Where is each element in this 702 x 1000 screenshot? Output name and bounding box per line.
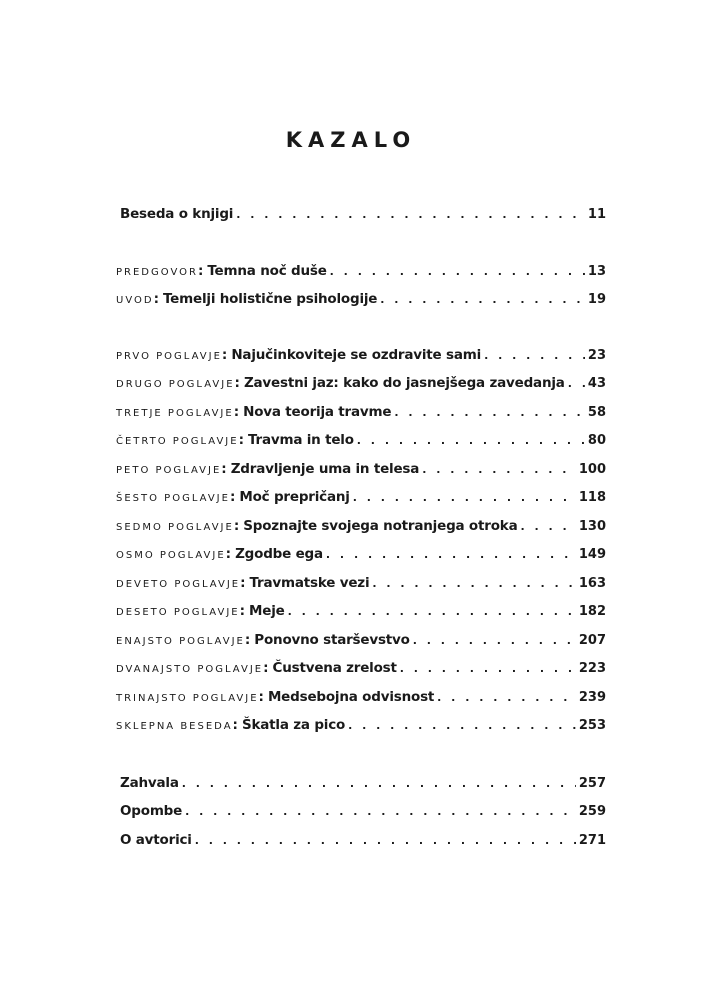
dot-leader [380, 291, 585, 309]
toc-entry-title: Temna noč duše [207, 263, 327, 279]
toc-entry-page: 182 [578, 604, 606, 619]
toc-entry-page: 11 [587, 207, 606, 222]
dot-leader [348, 717, 576, 735]
dot-leader [185, 803, 576, 821]
toc-entry-prefix: PREDGOVOR [116, 267, 198, 278]
dot-leader [568, 375, 585, 393]
toc-entry-separator: : [221, 461, 227, 477]
toc-entry [116, 574, 606, 594]
toc-entry [116, 602, 606, 622]
dot-leader [484, 347, 585, 365]
toc-entry-prefix: DVANAJSTO POGLAVJE [116, 664, 264, 675]
toc-entry-label [116, 460, 419, 480]
dot-leader [236, 206, 585, 224]
toc-entry-title: Ponovno starševstvo [254, 632, 410, 648]
toc-entry-separator: : [225, 546, 232, 562]
toc-entry-title: Spoznajte svojega notranjega otroka [243, 518, 518, 534]
toc-entry-label [116, 290, 377, 310]
toc-entry-page: 118 [578, 490, 606, 505]
toc-entry-prefix: ŠESTO POGLAVJE [116, 493, 230, 504]
toc-entry-separator: : [233, 404, 240, 420]
toc-entry-separator: : [258, 689, 264, 705]
dot-leader [326, 546, 576, 564]
toc-entry-separator: : [221, 347, 228, 363]
toc-entry-title: Zavestni jaz: kako do jasnejšega zavedanja [243, 375, 565, 391]
toc-entry-label [116, 574, 369, 594]
toc-entry [116, 631, 606, 651]
toc-entry-page: 23 [587, 348, 606, 363]
toc-entry-separator: : [238, 432, 244, 448]
toc-entry [116, 431, 606, 451]
toc-entry [116, 346, 606, 366]
toc-entry-page: 43 [587, 376, 606, 391]
toc-entry-label [116, 431, 354, 451]
toc-entry-title: Zahvala [120, 775, 179, 791]
toc-entry-page: 149 [578, 547, 606, 562]
toc-entry-prefix: DRUGO POGLAVJE [116, 379, 235, 390]
toc-entry-title: Moč prepričanj [239, 489, 350, 505]
dot-leader [357, 432, 585, 450]
toc-entry-title: Travmatske vezi [249, 575, 370, 591]
toc-entry-page: 271 [578, 833, 606, 848]
toc-entry-page: 253 [578, 718, 606, 733]
toc-entry-page: 58 [587, 405, 606, 420]
toc-entry-label [116, 659, 397, 679]
toc-entry-title: Škatla za pico [241, 717, 346, 733]
toc-entry-title: Temelji holistične psihologije [162, 291, 378, 307]
toc-entry [116, 205, 606, 225]
toc-entry-prefix: SKLEPNA BESEDA [116, 721, 233, 732]
toc-entry-separator: : [197, 263, 204, 279]
toc-entry [116, 545, 606, 565]
toc-entry-title: Zgodbe ega [235, 546, 323, 562]
toc-entry-separator: : [244, 632, 251, 648]
toc-entry-label [116, 716, 345, 736]
toc-entry-label [116, 688, 434, 708]
toc-entry-label [116, 374, 565, 394]
toc-entry-label [116, 517, 517, 537]
toc-entry-prefix: SEDMO POGLAVJE [116, 522, 234, 533]
toc-entry-page: 19 [587, 292, 606, 307]
toc-entry [116, 688, 606, 708]
toc-entry-prefix: OSMO POGLAVJE [116, 550, 226, 561]
dot-leader [288, 603, 576, 621]
toc-entry [116, 460, 606, 480]
toc-entry-prefix: PRVO POGLAVJE [116, 351, 222, 362]
toc-entry [116, 290, 606, 310]
toc-entry-prefix: TRINAJSTO POGLAVJE [116, 693, 259, 704]
toc-entry [116, 802, 606, 822]
toc-entry-page: 13 [587, 264, 606, 279]
toc-entry-title: Meje [249, 603, 285, 619]
toc-entry-label [116, 205, 233, 225]
toc-entry-separator: : [240, 575, 246, 591]
toc-entry-page: 223 [578, 661, 606, 676]
toc-entry [116, 374, 606, 394]
dot-leader [330, 263, 585, 281]
dot-leader [394, 404, 585, 422]
toc-entry-separator: : [234, 375, 240, 391]
toc-entry-separator: : [153, 291, 159, 307]
toc-entry-title: O avtorici [120, 832, 192, 848]
toc-entry-separator: : [263, 660, 269, 676]
dot-leader [437, 689, 576, 707]
toc-entry-prefix: TRETJE POGLAVJE [116, 408, 234, 419]
toc-entry [116, 517, 606, 537]
toc-entry-prefix: ČETRTO POGLAVJE [116, 436, 239, 447]
toc-entry-page: 239 [578, 690, 606, 705]
toc-entry-title: Medsebojna odvisnost [267, 689, 435, 705]
toc-entry-title: Zdravljenje uma in telesa [230, 461, 420, 477]
toc-entry-title: Najučinkoviteje se ozdravite sami [231, 347, 482, 363]
toc-entry-label [116, 774, 179, 794]
toc-entry-label [116, 346, 481, 366]
toc-entry-title: Nova teorija travme [243, 404, 392, 420]
toc-entry-title: Opombe [120, 803, 183, 819]
toc-entry-separator: : [229, 489, 236, 505]
toc-entry-label [116, 631, 410, 651]
toc-entry-label [116, 602, 285, 622]
toc-entry-title: Čustvena zrelost [272, 660, 397, 676]
dot-leader [422, 461, 576, 479]
toc-entry-label [116, 545, 323, 565]
toc-entry-title: Beseda o knjigi [120, 206, 234, 222]
toc-entry-label [116, 488, 350, 508]
toc-entry-title: Travma in telo [247, 432, 354, 448]
toc-entry-page: 207 [578, 633, 606, 648]
dot-leader [353, 489, 576, 507]
toc-entry [116, 831, 606, 851]
toc-entry-label [116, 831, 192, 851]
dot-leader [195, 832, 576, 850]
page-title: KAZALO [285, 128, 417, 152]
toc-entry [116, 403, 606, 423]
toc-entry-separator: : [232, 717, 238, 733]
toc-entry-page: 130 [578, 519, 606, 534]
toc-entry [116, 716, 606, 736]
toc-entry-label [116, 802, 182, 822]
toc-entry-prefix: PETO POGLAVJE [116, 465, 222, 476]
toc-entry-label [116, 403, 391, 423]
dot-leader [400, 660, 576, 678]
toc-entry-page: 100 [578, 462, 606, 477]
dot-leader [413, 632, 576, 650]
dot-leader [372, 575, 575, 593]
toc-entry-page: 257 [578, 776, 606, 791]
dot-leader [182, 775, 576, 793]
toc-entry-prefix: UVOD [116, 295, 154, 306]
toc-entry-page: 259 [578, 804, 606, 819]
toc-entry-label [116, 262, 327, 282]
toc-entry-prefix: ENAJSTO POGLAVJE [116, 636, 245, 647]
dot-leader [520, 518, 575, 536]
toc-entry-prefix: DESETO POGLAVJE [116, 607, 240, 618]
toc-entry [116, 488, 606, 508]
toc-entry-page: 80 [587, 433, 606, 448]
toc-entry-separator: : [233, 518, 240, 534]
toc-entry-separator: : [239, 603, 246, 619]
toc-entry [116, 659, 606, 679]
toc-entry-prefix: DEVETO POGLAVJE [116, 579, 241, 590]
toc-entry [116, 774, 606, 794]
toc-entry [116, 262, 606, 282]
toc-entry-page: 163 [578, 576, 606, 591]
